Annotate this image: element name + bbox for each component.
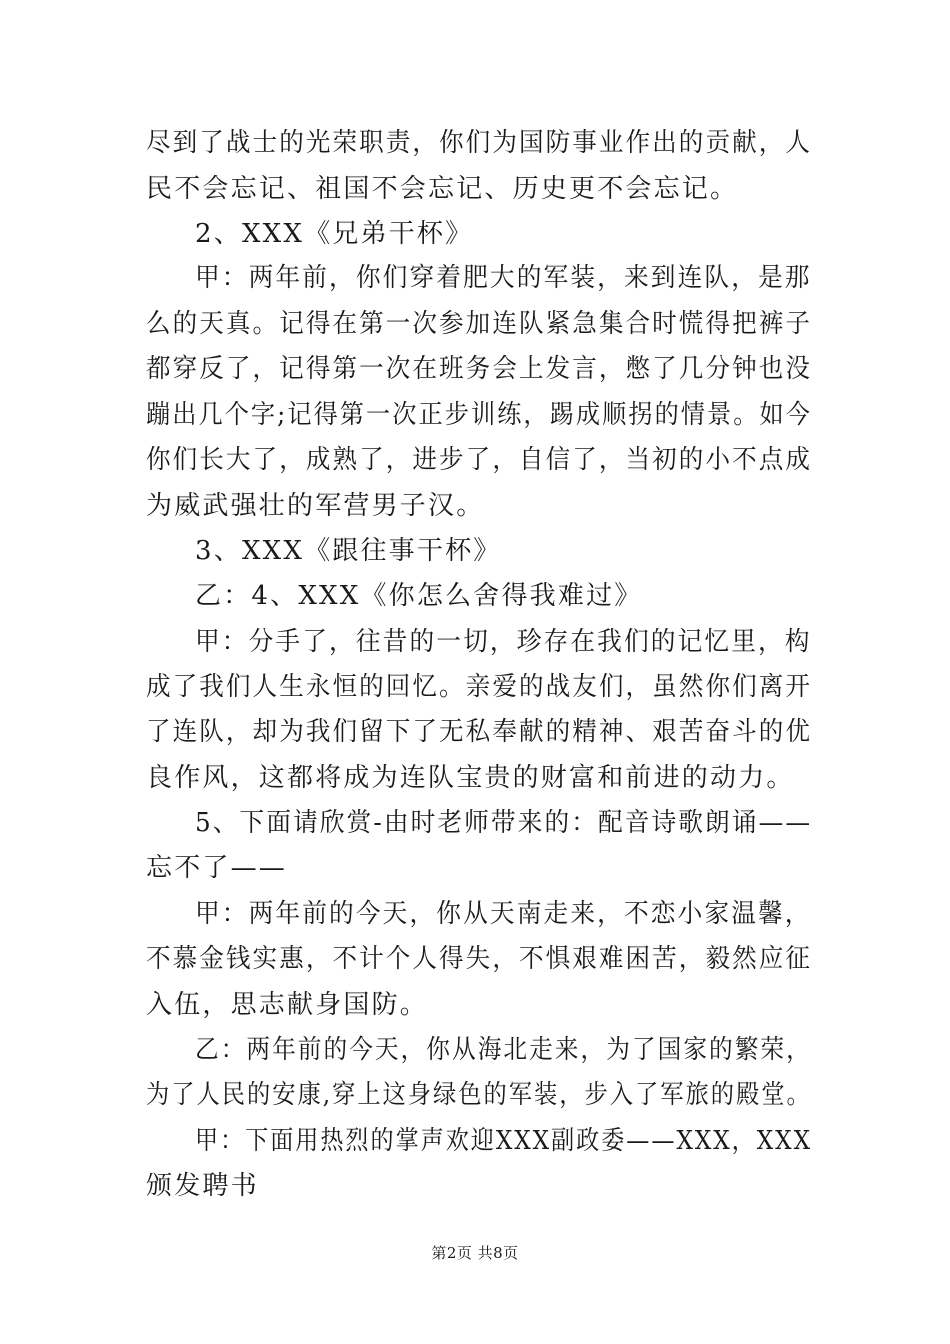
- text-line: 3、XXX《跟往事干杯》: [195, 536, 502, 566]
- text-line: 入伍，思志献身国防。: [146, 990, 429, 1020]
- text-line: 为了人民的安康,穿上这身绿色的军装，步入了军旅的殿堂。: [146, 1080, 812, 1110]
- text-line: 甲：两年前的今天，你从天南走来，不恋小家温馨，: [195, 899, 812, 929]
- text-line: 5、下面请欣赏-由时老师带来的：配音诗歌朗诵——: [195, 808, 813, 838]
- page-footer: 第2页 共8页: [431, 1244, 519, 1262]
- text-line: 良作风，这都将成为连队宝贵的财富和前进的动力。: [146, 763, 795, 793]
- text-line: 成了我们人生永恒的回忆。亲爱的战友们，虽然你们离开: [146, 672, 813, 702]
- text-line: 么的天真。记得在第一次参加连队紧急集合时慌得把裤子: [146, 309, 813, 339]
- text-line: 你们长大了，成熟了，进步了，自信了，当初的小不点成: [146, 445, 813, 475]
- text-line: 民不会忘记、祖国不会忘记、历史更不会忘记。: [146, 174, 739, 204]
- text-line: 甲：两年前，你们穿着肥大的军装，来到连队，是那: [195, 263, 812, 293]
- text-line: 了连队，却为我们留下了无私奉献的精神、艰苦奋斗的优: [146, 717, 813, 747]
- text-line: 乙：4、XXX《你怎么舍得我难过》: [195, 581, 643, 611]
- text-line: 颁发聘书: [146, 1171, 259, 1201]
- text-line: 不慕金钱实惠，不计个人得失，不惧艰难困苦，毅然应征: [146, 944, 813, 974]
- text-line: 忘不了——: [146, 853, 288, 883]
- text-line: 为威武强壮的军营男子汉。: [146, 491, 485, 521]
- text-line: 甲：下面用热烈的掌声欢迎XXX副政委——XXX，XXX: [195, 1126, 812, 1156]
- text-line: 尽到了战士的光荣职责，你们为国防事业作出的贡献，人: [146, 128, 813, 158]
- text-line: 都穿反了，记得第一次在班务会上发言，憋了几分钟也没: [146, 354, 813, 384]
- text-line: 蹦出几个字;记得第一次正步训练，踢成顺拐的情景。如今: [146, 400, 812, 430]
- text-line: 2、XXX《兄弟干杯》: [195, 219, 474, 249]
- text-line: 甲：分手了，往昔的一切，珍存在我们的记忆里，构: [195, 627, 812, 657]
- text-line: 乙：两年前的今天，你从海北走来，为了国家的繁荣，: [195, 1035, 812, 1065]
